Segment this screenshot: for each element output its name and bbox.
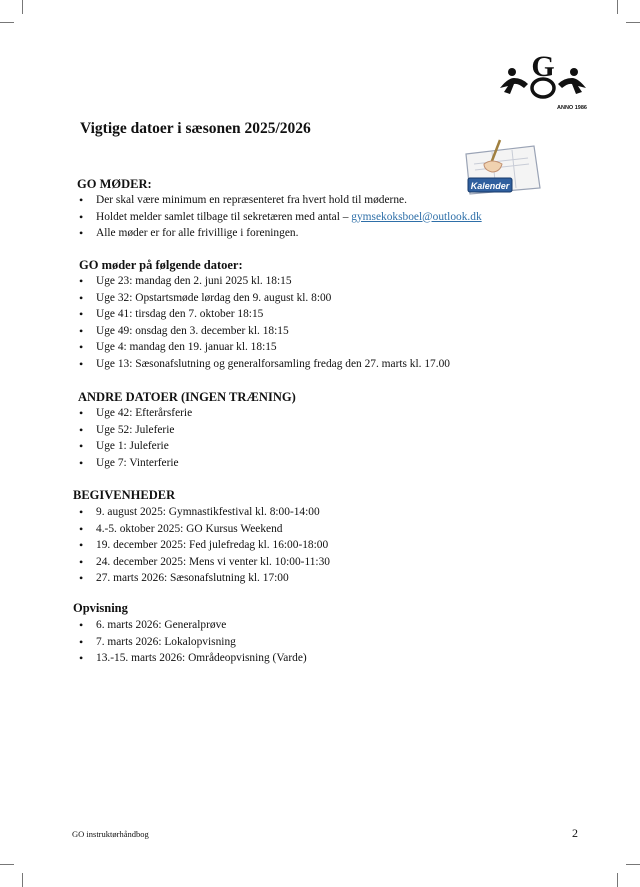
list-item: • Alle møder er for alle frivillige i foreningen. <box>79 225 482 242</box>
list-item: • Uge 49: onsdag den 3. december kl. 18:15 <box>79 323 450 340</box>
other-dates-list <box>79 405 192 471</box>
meeting-dates-list <box>79 273 450 373</box>
list-item: • 4.-5. oktober 2025: GO Kursus Weekend <box>79 521 330 538</box>
list-item: • Uge 7: Vinterferie <box>79 455 192 472</box>
list-item: • Uge 4: mandag den 19. januar kl. 18:15 <box>79 339 450 356</box>
page-number: 2 <box>572 826 578 840</box>
crop-mark <box>617 873 618 887</box>
crop-mark <box>22 873 23 887</box>
list-item: • Uge 23: mandag den 2. juni 2025 kl. 18:15 <box>79 273 450 290</box>
calendar-label: Kalender <box>470 181 510 191</box>
meeting-dates-heading: GO møder på følgende datoer: <box>79 258 243 272</box>
list-item: • Uge 41: tirsdag den 7. oktober 18:15 <box>79 306 450 323</box>
list-item: • Uge 13: Sæsonafslutning og generalforsamling fredag den 27. marts kl. 17.00 <box>79 356 450 373</box>
page-title: Vigtige datoer i sæsonen 2025/2026 <box>80 120 311 137</box>
list-item: • 27. marts 2026: Sæsonafslutning kl. 17:00 <box>79 570 330 587</box>
list-item: • 6. marts 2026: Generalprøve <box>79 617 307 634</box>
events-heading: BEGIVENHEDER <box>73 488 176 502</box>
shows-heading: Opvisning <box>73 601 128 615</box>
logo-letter: G <box>531 50 555 83</box>
list-item: • Der skal være minimum en repræsenteret fra hvert hold til møderne. <box>79 192 482 209</box>
list-item: • 19. december 2025: Fed julefredag kl. 16:00-18:00 <box>79 537 330 554</box>
list-item-email <box>79 209 482 226</box>
list-item: • Uge 1: Juleferie <box>79 438 192 455</box>
crop-mark <box>617 0 618 14</box>
list-item: • 7. marts 2026: Lokalopvisning <box>79 634 307 651</box>
email-link[interactable]: gymsekoksboel@outlook.dk <box>351 210 482 223</box>
crop-mark <box>0 22 14 23</box>
events-list <box>79 504 330 587</box>
footer-text: GO instruktørhåndbog <box>72 829 149 839</box>
list-item: • Uge 32: Opstartsmøde lørdag den 9. august kl. 8:00 <box>79 290 450 307</box>
list-item: • 9. august 2025: Gymnastikfestival kl. 8:00-14:00 <box>79 504 330 521</box>
crop-mark <box>626 864 640 865</box>
list-item: • Uge 52: Juleferie <box>79 422 192 439</box>
go-meetings-heading: GO MØDER: <box>77 177 152 191</box>
crop-mark <box>0 864 14 865</box>
calendar-clipart <box>462 138 544 198</box>
club-logo <box>498 48 588 112</box>
crop-mark <box>626 22 640 23</box>
shows-list <box>79 617 307 667</box>
list-item: • 24. december 2025: Mens vi venter kl. 10:00-11:30 <box>79 554 330 571</box>
crop-mark <box>22 0 23 14</box>
other-dates-heading: ANDRE DATOER (INGEN TRÆNING) <box>78 390 296 404</box>
list-item: • Uge 42: Efterårsferie <box>79 405 192 422</box>
logo-anno-text: ANNO 1986 <box>557 105 587 111</box>
email-prefix: Holdet melder samlet tilbage til sekretæren med antal – <box>96 210 352 223</box>
go-meetings-list <box>79 192 482 242</box>
list-item: • 13.-15. marts 2026: Områdeopvisning (Varde) <box>79 650 307 667</box>
